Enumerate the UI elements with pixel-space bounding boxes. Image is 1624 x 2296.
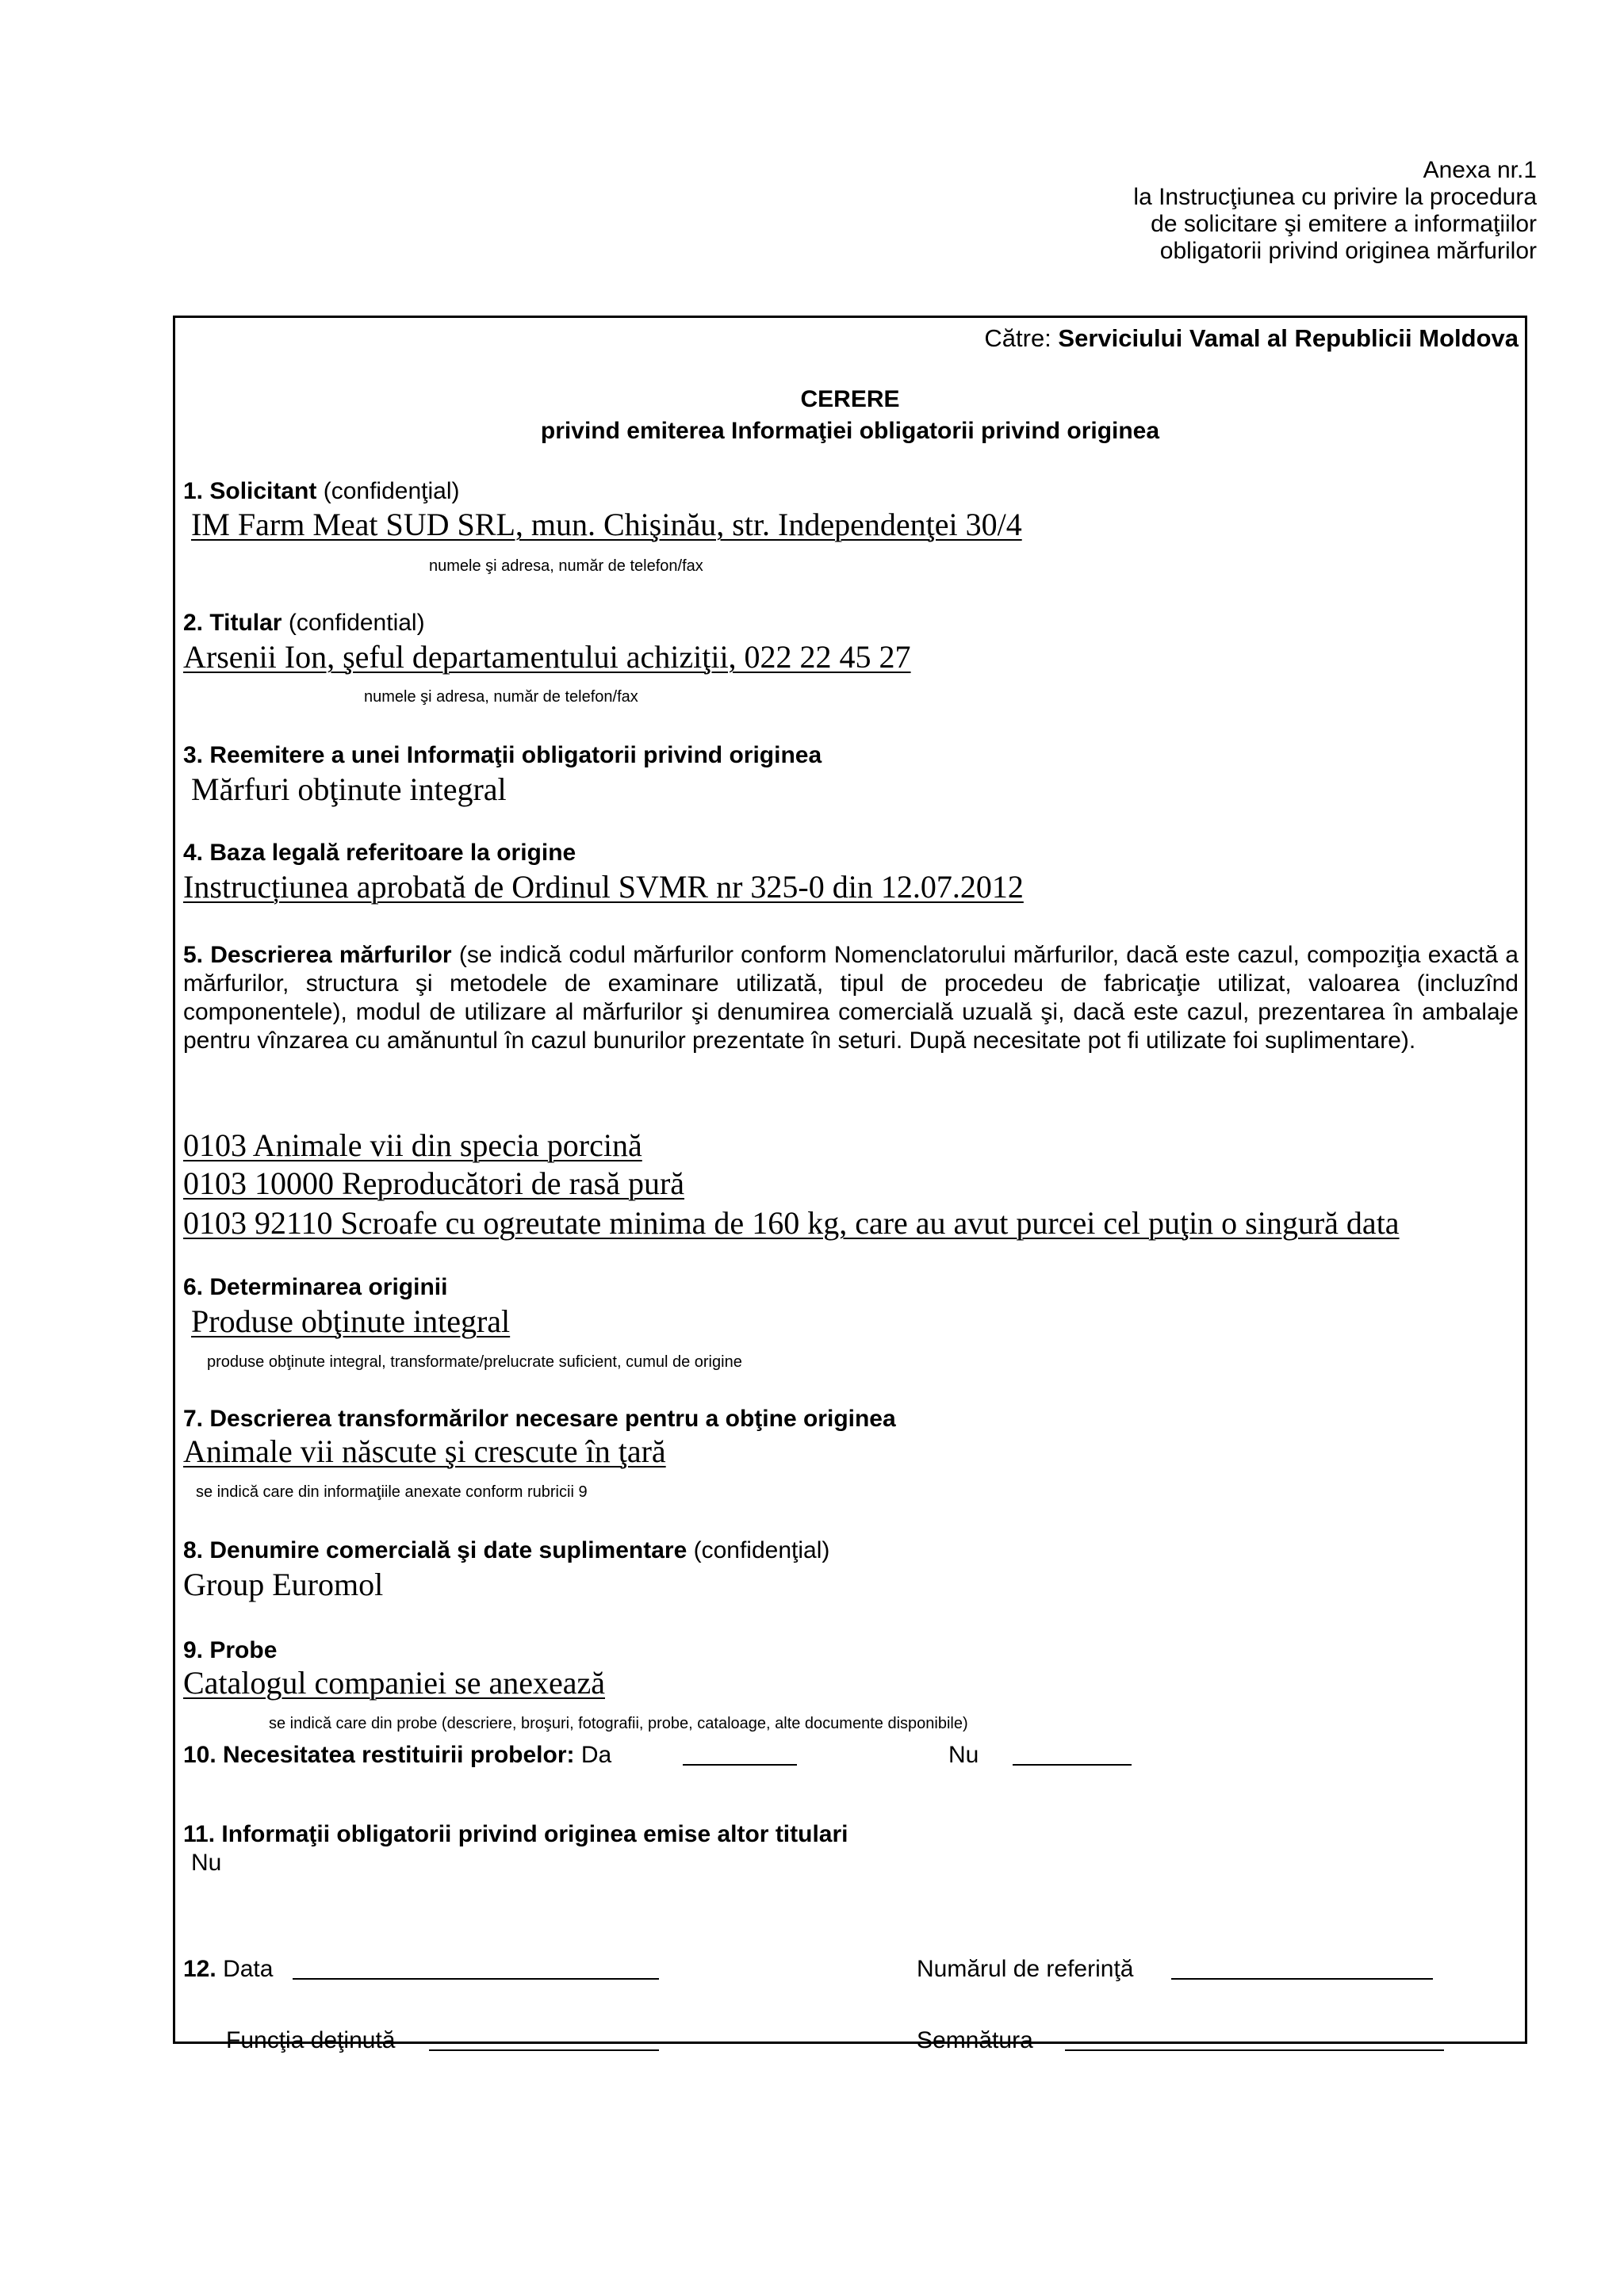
goods-line-1[interactable]: 0103 Animale vii din specia porcină [183, 1127, 642, 1163]
section-1-label: 1. Solicitant (confidenţial) [183, 478, 460, 504]
annex-header [1133, 157, 1537, 265]
reissue-field[interactable]: Mărfuri obţinute integral [191, 771, 507, 807]
evidence-field[interactable]: Catalogul companiei se anexează [183, 1665, 605, 1701]
applicant-field[interactable]: IM Farm Meat SUD SRL, mun. Chişinău, str. Independenţei 30/4 [191, 507, 1022, 542]
reference-number-label: Numărul de referinţă [917, 1956, 1134, 1982]
recipient-label: Către: [984, 324, 1051, 352]
holder-field[interactable]: Arsenii Ion, şeful departamentului achiziţii, 022 22 45 27 [183, 639, 911, 675]
section-5-instructions: (se indică codul mărfurilor conform Nomenclatorului mărfurilor, dacă este cazul, compoziţia exactă a mărfurilor, structura şi metodele de examinare utilizată, tipul de procedeu de fabricaţie utilizat, valoarea (incluzînd componentele), modul de utilizare al mărfurilor şi denumirea comercială uzuală şi, dacă este cazul, prezentarea în ambalaje pentru vînzarea cu amănuntul în cazul bunurilor prezentate în seturi. După necesitate pot fi utilizate foi suplimentare). [183, 942, 1519, 1054]
position-label: Funcţia deţinută [226, 2027, 396, 2053]
legal-basis-field[interactable]: Instrucțiunea aprobată de Ordinul SVMR nr 325-0 din 12.07.2012 [183, 869, 1024, 905]
annex-number: Anexa nr.1 [1423, 157, 1537, 183]
annex-reference: obligatorii privind originea mărfurilor [1159, 238, 1537, 264]
return-yes-field[interactable] [683, 1743, 797, 1766]
transformations-hint: se indică care din informaţiile anexate conform rubricii 9 [196, 1483, 588, 1501]
section-5-label: 5. Descrierea mărfurilor [183, 942, 452, 968]
goods-line-3[interactable]: 0103 92110 Scroafe cu ogreutate minima de 160 kg, care au avut purcei cel puţin o singură data [183, 1205, 1400, 1241]
signature-label: Semnătura [917, 2027, 1033, 2053]
form-subtitle: privind emiterea Informaţiei obligatorii privind originea [540, 418, 1160, 444]
reference-number-field[interactable] [1171, 1957, 1433, 1980]
origin-determination-hint: produse obţinute integral, transformate/prelucrate suficient, cumul de origine [207, 1353, 742, 1371]
signature-field[interactable] [1065, 2029, 1444, 2051]
application-form [173, 316, 1527, 2053]
section-6-label: 6. Determinarea originii [183, 1274, 448, 1300]
position-field[interactable] [429, 2029, 659, 2051]
other-holders-field[interactable]: Nu [191, 1850, 222, 1876]
applicant-hint: numele şi adresa, număr de telefon/fax [429, 557, 703, 575]
recipient-value: Serviciului Vamal al Republicii Moldova [1058, 324, 1519, 352]
return-no-label: Nu [948, 1742, 979, 1768]
section-2-label: 2. Titular (confidential) [183, 610, 425, 636]
section-7-label: 7. Descrierea transformărilor necesare pentru a obţine originea [183, 1406, 896, 1432]
evidence-hint: se indică care din probe (descriere, broşuri, fotografii, probe, cataloage, alte documente disponibile) [269, 1715, 968, 1732]
date-field[interactable] [293, 1957, 659, 1980]
goods-line-2[interactable]: 0103 10000 Reproducători de rasă pură [183, 1165, 685, 1201]
annex-reference: de solicitare şi emitere a informaţiilor [1151, 211, 1537, 237]
return-no-field[interactable] [1013, 1743, 1132, 1766]
form-title: CERERE [800, 386, 900, 412]
trade-name-field[interactable]: Group Euromol [183, 1567, 384, 1602]
section-10-label: 10. Necesitatea restituirii probelor: Da [183, 1742, 612, 1768]
annex-reference: la Instrucţiunea cu privire la procedura [1133, 184, 1537, 210]
section-12-date: 12. Data [183, 1956, 274, 1982]
section-3-label: 3. Reemitere a unei Informaţii obligatorii privind originea [183, 742, 822, 768]
origin-determination-field[interactable]: Produse obţinute integral [191, 1303, 511, 1339]
section-8-label: 8. Denumire comercială şi date suplimentare (confidenţial) [183, 1537, 830, 1563]
holder-hint: numele şi adresa, număr de telefon/fax [364, 688, 638, 706]
section-9-label: 9. Probe [183, 1637, 278, 1663]
section-11-label: 11. Informaţii obligatorii privind originea emise altor titulari [183, 1821, 848, 1847]
recipient-line [984, 324, 1519, 353]
section-4-label: 4. Baza legală referitoare la origine [183, 840, 576, 866]
section-5-description [183, 941, 1519, 1055]
transformations-field[interactable]: Animale vii născute şi crescute în ţară [183, 1433, 666, 1469]
